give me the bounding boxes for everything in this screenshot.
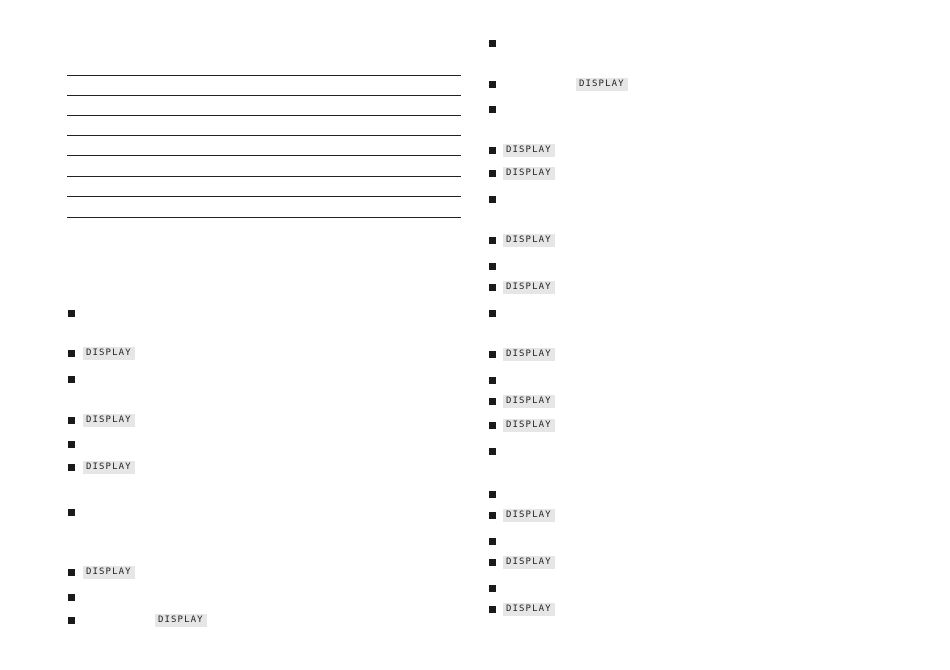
square-bullet-icon xyxy=(489,147,496,154)
table-rule xyxy=(67,196,461,197)
square-bullet-icon xyxy=(68,594,75,601)
square-bullet-icon xyxy=(489,491,496,498)
square-bullet-icon xyxy=(68,464,75,471)
display-key-label: DISPLAY xyxy=(503,556,555,569)
display-key-label: DISPLAY xyxy=(503,395,555,408)
square-bullet-icon xyxy=(489,196,496,203)
square-bullet-icon xyxy=(489,237,496,244)
square-bullet-icon xyxy=(68,417,75,424)
square-bullet-icon xyxy=(68,569,75,576)
square-bullet-icon xyxy=(489,398,496,405)
display-key-label: DISPLAY xyxy=(83,461,135,474)
square-bullet-icon xyxy=(68,310,75,317)
table-rule xyxy=(67,115,461,116)
square-bullet-icon xyxy=(68,376,75,383)
table-rule xyxy=(67,176,461,177)
display-key-label: DISPLAY xyxy=(503,281,555,294)
display-key-label: DISPLAY xyxy=(83,566,135,579)
table-rule xyxy=(67,155,461,156)
table-rule xyxy=(67,75,461,76)
square-bullet-icon xyxy=(489,448,496,455)
square-bullet-icon xyxy=(68,617,75,624)
square-bullet-icon xyxy=(489,559,496,566)
square-bullet-icon xyxy=(68,350,75,357)
square-bullet-icon xyxy=(489,606,496,613)
square-bullet-icon xyxy=(489,538,496,545)
square-bullet-icon xyxy=(489,170,496,177)
square-bullet-icon xyxy=(489,422,496,429)
square-bullet-icon xyxy=(489,585,496,592)
square-bullet-icon xyxy=(489,40,496,47)
square-bullet-icon xyxy=(489,106,496,113)
square-bullet-icon xyxy=(489,81,496,88)
table-rule xyxy=(67,95,461,96)
square-bullet-icon xyxy=(68,441,75,448)
display-key-label: DISPLAY xyxy=(503,348,555,361)
display-key-label: DISPLAY xyxy=(503,509,555,522)
display-key-label: DISPLAY xyxy=(83,414,135,427)
display-key-label: DISPLAY xyxy=(155,614,207,627)
display-key-label: DISPLAY xyxy=(503,144,555,157)
square-bullet-icon xyxy=(489,284,496,291)
display-key-label: DISPLAY xyxy=(503,167,555,180)
display-key-label: DISPLAY xyxy=(83,347,135,360)
display-key-label: DISPLAY xyxy=(576,78,628,91)
square-bullet-icon xyxy=(489,512,496,519)
display-key-label: DISPLAY xyxy=(503,234,555,247)
table-rule xyxy=(67,217,461,218)
square-bullet-icon xyxy=(68,509,75,516)
display-key-label: DISPLAY xyxy=(503,603,555,616)
square-bullet-icon xyxy=(489,310,496,317)
square-bullet-icon xyxy=(489,351,496,358)
table-rule xyxy=(67,135,461,136)
square-bullet-icon xyxy=(489,377,496,384)
square-bullet-icon xyxy=(489,263,496,270)
display-key-label: DISPLAY xyxy=(503,419,555,432)
